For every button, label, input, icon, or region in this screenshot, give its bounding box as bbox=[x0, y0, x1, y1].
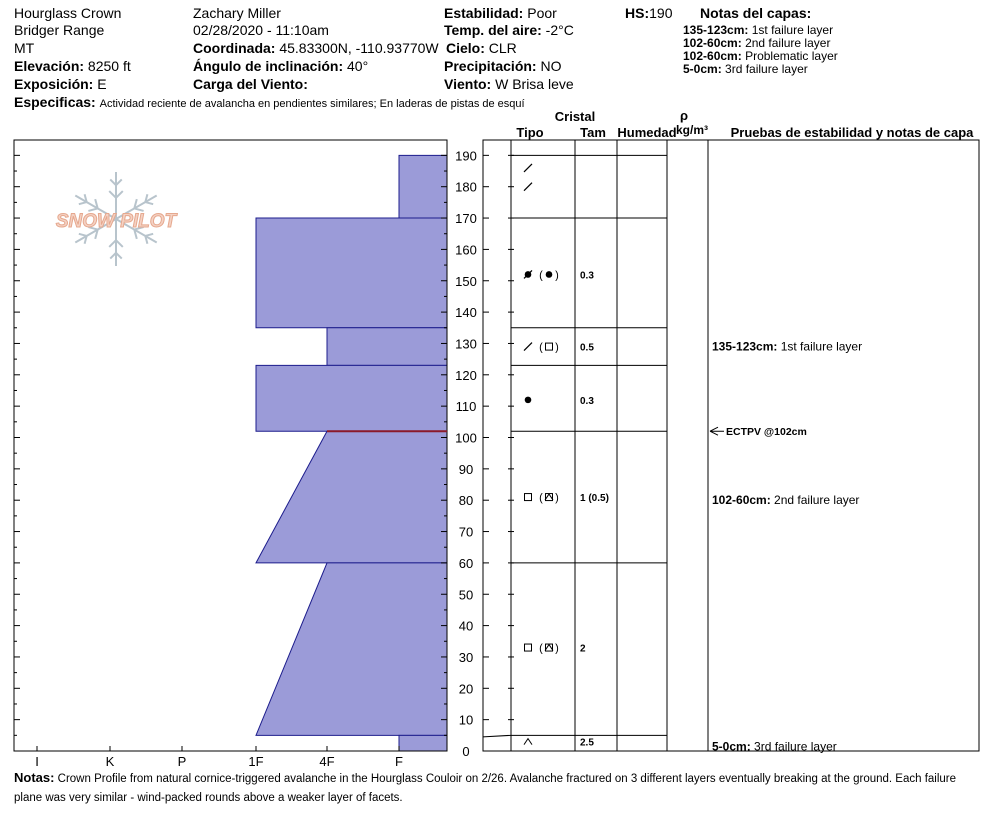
air-temp-label: Temp. del aire: bbox=[444, 22, 542, 38]
density-unit: kg/m³ bbox=[675, 123, 709, 137]
density-symbol: ρ bbox=[679, 108, 689, 123]
observer-name: Zachary Miller bbox=[193, 5, 281, 21]
crystal-size-label: 2 bbox=[580, 643, 586, 655]
precipitation-value: NO bbox=[540, 58, 562, 74]
layer-note-item: 5-0cm: 3rd failure layer bbox=[683, 62, 808, 76]
depth-tick-label: 90 bbox=[458, 461, 474, 477]
open-paren: ( bbox=[539, 642, 543, 655]
rounds-icon bbox=[525, 397, 532, 404]
depth-tick-label: 150 bbox=[455, 273, 477, 289]
hardness-tick-label: 1F bbox=[248, 754, 264, 766]
coordinate-label: Coordinada: bbox=[193, 40, 276, 56]
crystal-size-label: 2.5 bbox=[580, 737, 594, 749]
close-paren: ) bbox=[555, 492, 559, 505]
depth-tick-label: 130 bbox=[455, 336, 477, 352]
aspect-label: Exposición: bbox=[14, 76, 94, 92]
layer-annotations bbox=[712, 340, 862, 754]
close-paren: ) bbox=[555, 642, 559, 655]
depth-hoar-icon bbox=[545, 645, 553, 651]
hardness-profile bbox=[256, 155, 447, 751]
mountain-range: Bridger Range bbox=[14, 22, 105, 38]
layer-annotation: 135-123cm: 1st failure layer bbox=[712, 339, 863, 354]
rounds-icon bbox=[546, 271, 553, 278]
depth-tick-label: 20 bbox=[458, 681, 474, 697]
hardness-layer bbox=[256, 431, 447, 563]
hardness-layer bbox=[327, 328, 447, 366]
crystal-layer bbox=[525, 396, 595, 407]
crystal-column-header: Cristal bbox=[554, 109, 596, 124]
depth-tick-label: 60 bbox=[458, 555, 474, 571]
depth-tick-label: 120 bbox=[455, 367, 477, 383]
precip-particles-icon bbox=[524, 343, 532, 351]
depth-tick-label: 80 bbox=[458, 493, 474, 509]
layer-table-frame bbox=[483, 140, 979, 754]
hardness-layer bbox=[399, 155, 447, 218]
depth-hoar-icon bbox=[524, 739, 532, 745]
crystal-layer bbox=[525, 492, 609, 504]
layer-annotation: 102-60cm: 2nd failure layer bbox=[712, 493, 860, 508]
sky-label: Cielo: bbox=[446, 40, 485, 56]
depth-tick-label: 10 bbox=[458, 712, 474, 728]
hardness-tick-label: F bbox=[395, 754, 403, 766]
precip-particles-icon bbox=[524, 183, 532, 191]
facets-icon bbox=[525, 494, 532, 501]
open-paren: ( bbox=[539, 341, 543, 354]
facets-icon bbox=[525, 644, 532, 651]
wind-loading-label: Carga del Viento: bbox=[193, 76, 308, 92]
hardness-tick-label: P bbox=[177, 754, 187, 766]
open-paren: ( bbox=[539, 269, 543, 282]
hardness-tick-label: I bbox=[35, 754, 39, 766]
snow-height-label: HS: bbox=[625, 5, 650, 21]
depth-tick-label: 50 bbox=[458, 587, 474, 603]
depth-tick-label: 40 bbox=[458, 618, 474, 634]
snowpilot-logo-text: SNOW PILOT bbox=[55, 211, 177, 232]
crystal-size-label: 0.5 bbox=[580, 342, 594, 354]
crystal-layer bbox=[524, 269, 594, 281]
layer-annotation: 5-0cm: 3rd failure layer bbox=[712, 739, 837, 754]
hardness-axis bbox=[35, 746, 403, 766]
slope-angle-label: Ángulo de inclinación: bbox=[193, 58, 344, 74]
notes-text: Crown Profile from natural cornice-triggered avalanche in the Hourglass Couloir on 2/26. Avalanche fractured on 3 different layers eventually breaking at the ground. Each failure plane was very similar - wind-packed rounds above a weaker layer of facets. bbox=[14, 773, 957, 804]
wind-label: Viento: bbox=[444, 76, 492, 92]
layer-boundary-connector bbox=[483, 735, 511, 737]
stability-value: Poor bbox=[527, 5, 557, 21]
hardness-layer bbox=[256, 218, 447, 328]
depth-tick-label: 190 bbox=[455, 148, 477, 164]
crystal-layer bbox=[524, 164, 532, 172]
elevation-label: Elevación: bbox=[14, 58, 85, 74]
state: MT bbox=[14, 40, 35, 56]
crystal-layers bbox=[524, 164, 609, 749]
depth-tick-label: 170 bbox=[455, 211, 477, 227]
location-name: Hourglass Crown bbox=[14, 5, 122, 21]
precip-particles-icon bbox=[524, 164, 532, 172]
test-arrow-icon bbox=[710, 427, 724, 435]
depth-tick-label: 70 bbox=[458, 524, 474, 540]
crystal-layer bbox=[524, 738, 594, 749]
depth-tick-label: 160 bbox=[455, 242, 477, 258]
hardness-tick-label: K bbox=[105, 754, 115, 766]
depth-tick-label: 0 bbox=[462, 744, 470, 759]
snowpilot-logo bbox=[56, 172, 178, 266]
depth-tick-label: 110 bbox=[455, 399, 477, 415]
close-paren: ) bbox=[555, 341, 559, 354]
layer-note-item: 102-60cm: 2nd failure layer bbox=[683, 36, 831, 50]
hardness-tick-label: 4F bbox=[319, 754, 335, 766]
depth-tick-label: 100 bbox=[455, 430, 477, 446]
depth-tick-label: 30 bbox=[458, 649, 474, 665]
sky-value: CLR bbox=[488, 40, 517, 56]
observation-datetime: 02/28/2020 - 11:10am bbox=[193, 22, 329, 38]
depth-tick-label: 180 bbox=[455, 179, 477, 195]
crystal-layer bbox=[524, 342, 594, 354]
stability-test-label: ECTPV @102cm bbox=[726, 426, 807, 439]
wind-value: W Brisa leve bbox=[495, 76, 574, 92]
notes-field bbox=[14, 768, 984, 808]
coordinate-value: 45.83300N, -110.93770W bbox=[279, 40, 439, 56]
facets-icon bbox=[546, 343, 553, 350]
depth-hoar-icon bbox=[545, 494, 553, 500]
type-column-header: Tipo bbox=[516, 125, 544, 140]
stability-label: Estabilidad: bbox=[444, 5, 524, 21]
layer-notes-title: Notas del capas: bbox=[700, 5, 812, 21]
open-paren: ( bbox=[539, 492, 543, 505]
air-temp-value: -2°C bbox=[545, 22, 574, 38]
crystal-layer bbox=[525, 643, 587, 655]
tests-column-header: Pruebas de estabilidad y notas de capa bbox=[730, 125, 974, 140]
hardness-layer bbox=[256, 563, 447, 735]
close-paren: ) bbox=[555, 269, 559, 282]
snow-height-value: 190 bbox=[649, 5, 673, 21]
crystal-size-label: 1 (0.5) bbox=[580, 493, 609, 505]
moisture-column-header: Humedad bbox=[617, 125, 677, 140]
layer-note-item: 135-123cm: 1st failure layer bbox=[683, 23, 834, 37]
slope-angle-value: 40° bbox=[347, 58, 369, 74]
elevation-value: 8250 ft bbox=[87, 58, 131, 74]
precipitation-label: Precipitación: bbox=[444, 58, 537, 74]
specifics-label: Especificas: bbox=[14, 94, 96, 110]
layer-note-item: 102-60cm: Problematic layer bbox=[683, 49, 838, 63]
size-column-header: Tam bbox=[580, 125, 606, 140]
hardness-layer bbox=[399, 735, 447, 751]
aspect-value: E bbox=[97, 76, 107, 92]
crystal-size-label: 0.3 bbox=[580, 395, 594, 407]
crystal-layer bbox=[524, 183, 532, 191]
hardness-layer bbox=[256, 365, 447, 431]
specifics-value: Actividad reciente de avalancha en pendientes similares; En laderas de pistas de esquí bbox=[99, 98, 525, 110]
notes-label: Notas: bbox=[14, 770, 55, 785]
depth-tick-label: 140 bbox=[455, 305, 477, 321]
crystal-size-label: 0.3 bbox=[580, 270, 594, 282]
